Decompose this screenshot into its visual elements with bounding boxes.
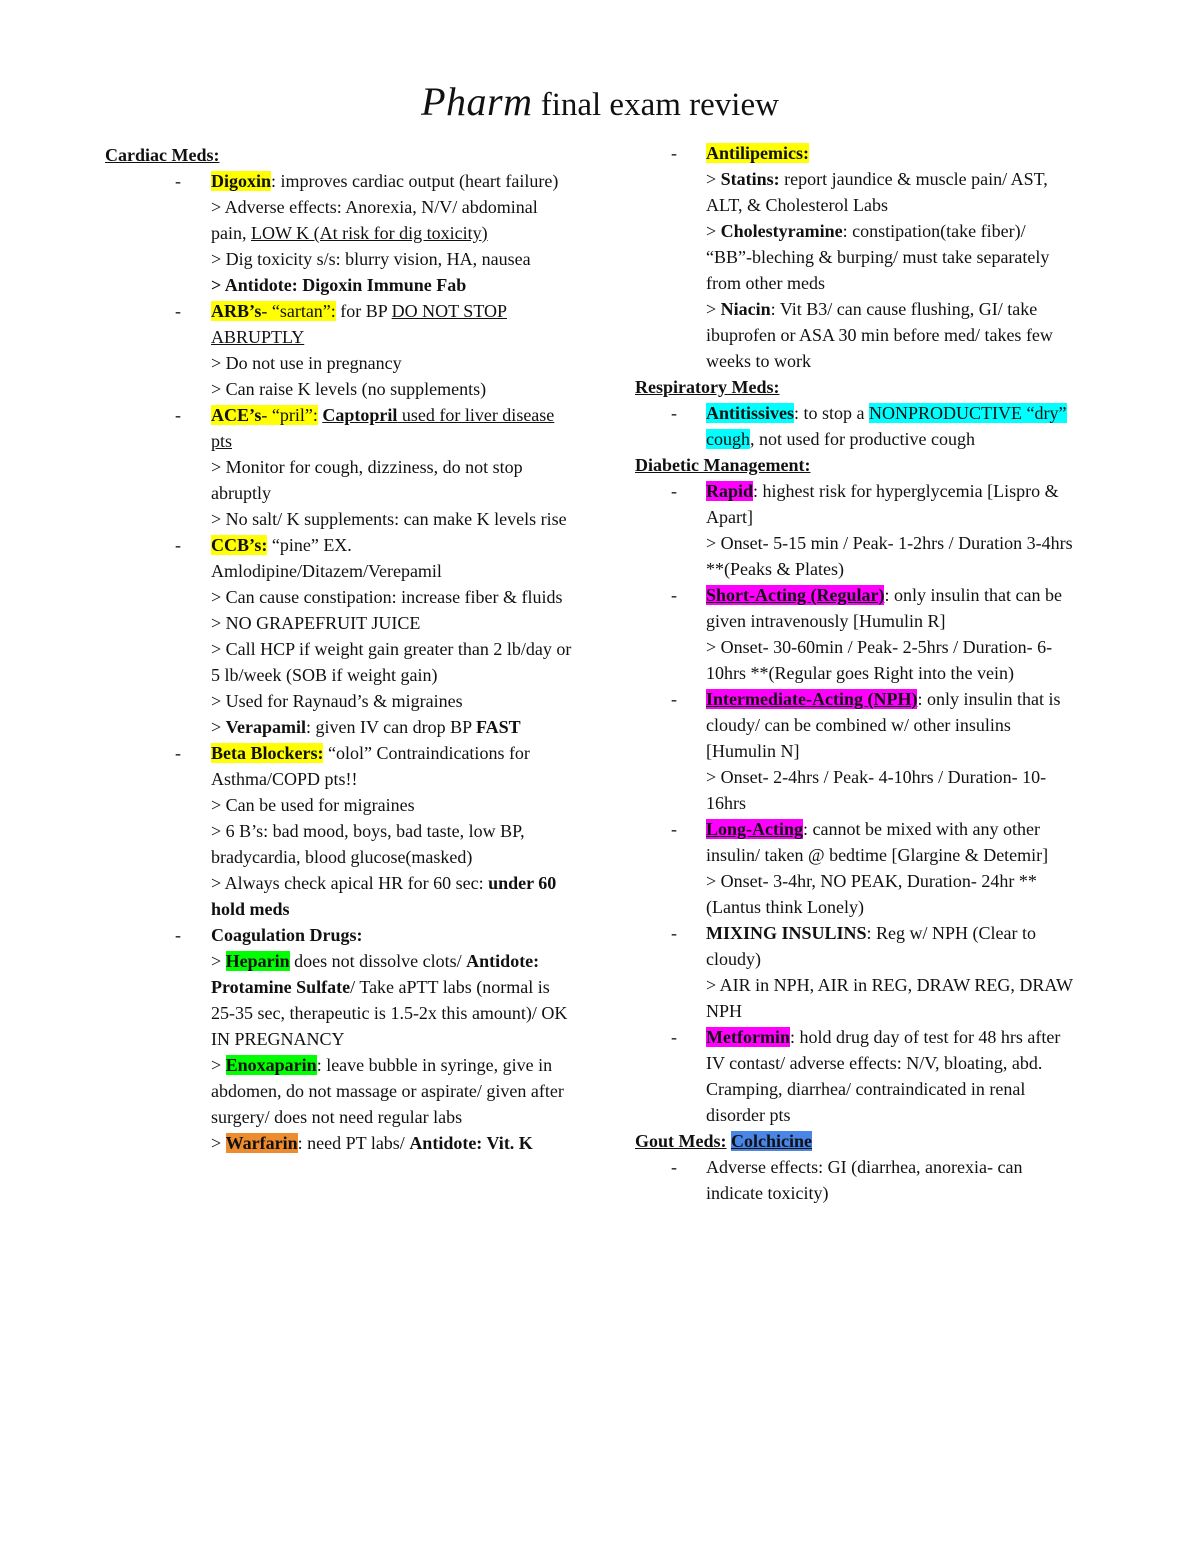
drug-ccb: CCB’s: [211, 535, 268, 555]
ace-desc [211, 402, 575, 454]
ccb-fast: FAST [475, 717, 521, 737]
bullet-dash: - [671, 1027, 677, 1047]
drug-beta-blockers: Beta Blockers: [211, 743, 324, 763]
beta-desc [211, 740, 575, 792]
ccb-line3: > Call HCP if weight gain greater than 2 lb/day or 5 lb/week (SOB if weight gain) [211, 639, 572, 685]
statins-gt: > [706, 169, 721, 189]
statins-text: report jaundice & muscle pain/ AST, ALT, & Cholesterol Labs [706, 169, 1048, 215]
drug-arb: ARB’s [211, 301, 262, 321]
drug-verapamil: Verapamil [225, 717, 306, 737]
drug-digoxin: Digoxin [211, 171, 272, 191]
short-text: : only insulin that can be given intravenously [Humulin R] [706, 585, 1062, 631]
drug-captopril: Captopril [322, 405, 398, 425]
arb-warning: DO NOT STOP ABRUPTLY [211, 301, 507, 347]
list-item-intermediate [635, 686, 1075, 816]
chol-gt: > [706, 221, 721, 241]
list-item-digoxin [105, 168, 575, 298]
beta-line3-text: > Always check apical HR for 60 sec: [211, 873, 489, 893]
digoxin-toxicity: > Dig toxicity s/s: blurry vision, HA, nausea [211, 249, 531, 269]
arb-text: for BP [335, 301, 392, 321]
niacin-gt: > [706, 299, 721, 319]
digoxin-adverse [211, 194, 575, 246]
drug-colchicine: Colchicine [731, 1131, 812, 1151]
warfarin-antidote: Antidote: Vit. K [409, 1133, 533, 1153]
bullet-dash: - [671, 819, 677, 839]
ccb-line5 [211, 714, 575, 740]
heparin-text: does not dissolve clots/ [289, 951, 467, 971]
title-rest: final exam review [532, 87, 779, 123]
long-onset: > Onset- 3-4hr, NO PEAK, Duration- 24hr **(Lantus think Lonely) [706, 871, 1037, 917]
heparin-rest: / Take aPTT labs (normal is 25-35 sec, therapeutic is 1.5-2x this amount)/ OK IN PREGNANCY [211, 977, 568, 1049]
drug-warfarin: Warfarin [225, 1133, 298, 1153]
rapid-onset: > Onset- 5-15 min / Peak- 1-2hrs / Duration 3-4hrs **(Peaks & Plates) [706, 533, 1073, 579]
drug-niacin: Niacin [720, 299, 771, 319]
list-item-beta-blockers [105, 740, 575, 922]
insulin-long-acting: Long-Acting [706, 819, 804, 839]
resp-text2: , not used for productive cough [750, 429, 975, 449]
beta-text: “olol” Contraindications for Asthma/COPD pts!! [211, 743, 530, 789]
list-item-short-acting [635, 582, 1075, 686]
gout-line: Adverse effects: GI (diarrhea, anorexia- can indicate toxicity) [706, 1157, 1023, 1203]
warfarin-text: : need PT labs/ [297, 1133, 410, 1153]
digoxin-text: : improves cardiac output (heart failure) [271, 171, 559, 191]
ccb-text: “pine” EX. Amlodipine/Ditazem/Verepamil [211, 535, 442, 581]
gout-heading [635, 1128, 1075, 1154]
bullet-dash: - [175, 925, 181, 945]
list-item-arb [105, 298, 575, 402]
drug-metformin: Metformin [706, 1027, 790, 1047]
bullet-dash: - [175, 743, 181, 763]
coag-gt: > [211, 951, 226, 971]
digoxin-low-k: LOW K (At risk for dig toxicity) [251, 223, 488, 243]
ace-line1: > Monitor for cough, dizziness, do not stop abruptly [211, 457, 523, 503]
enoxaparin-text: : leave bubble in syringe, give in abdomen, do not massage or aspirate/ given after surgery/ does not need regular labs [211, 1055, 564, 1127]
bullet-dash: - [671, 403, 677, 423]
ace-suffix: - “pril”: [261, 405, 318, 425]
niacin-text: : Vit B3/ can cause flushing, GI/ take ibuprofen or ASA 30 min before med/ takes few weeks to work [706, 299, 1053, 371]
bullet-dash: - [671, 923, 677, 943]
left-column [105, 142, 575, 1156]
arb-line2: > Can raise K levels (no supplements) [211, 379, 487, 399]
coag-enoxaparin: > Enoxaparin: leave bubble in syringe, give in abdomen, do not massage or aspirate/ given after surgery/ does not need regular labs [211, 1055, 564, 1127]
list-item-antitussives [635, 400, 1075, 452]
mixing-text: : Reg w/ NPH (Clear to cloudy) [706, 923, 1037, 969]
long-text: : cannot be mixed with any other insulin/ taken @ bedtime [Glargine & Detemir] [706, 819, 1049, 865]
bullet-dash: - [671, 689, 677, 709]
beta-line2: > 6 B’s: bad mood, boys, bad taste, low BP, bradycardia, blood glucose(masked) [211, 821, 525, 867]
mixing-line: > AIR in NPH, AIR in REG, DRAW REG, DRAW NPH [706, 975, 1073, 1021]
short-onset: > Onset- 30-60min / Peak- 2-5hrs / Duration- 6-10hrs **(Regular goes Right into the vein) [706, 637, 1053, 683]
ccb-gt: > [211, 717, 226, 737]
ace-text: used for liver disease pts [211, 405, 555, 451]
drug-enoxaparin: Enoxaparin [225, 1055, 317, 1075]
list-item-gout [635, 1154, 1075, 1206]
list-item-metformin [635, 1024, 1075, 1128]
drug-ace: ACE’s [211, 405, 262, 425]
digoxin-antidote: > Antidote: Digoxin Immune Fab [211, 275, 467, 295]
insulin-short-acting: Short-Acting (Regular) [706, 585, 885, 605]
cardiac-heading: Cardiac Meds: [105, 145, 220, 165]
bullet-dash: - [671, 1157, 677, 1177]
heparin-antidote: Antidote: Protamine Sulfate [211, 951, 540, 997]
bullet-dash: - [175, 171, 181, 191]
coag-warfarin: > Warfarin: need PT labs/ Antidote: Vit. K [211, 1133, 533, 1153]
drug-heparin: Heparin [225, 951, 290, 971]
antilipemics-niacin [706, 296, 1075, 374]
digoxin-adverse-text: > Adverse effects: Anorexia, N/V/ abdominal pain, [211, 197, 538, 243]
ccb-line4: > Used for Raynaud’s & migraines [211, 691, 463, 711]
bullet-dash: - [175, 405, 181, 425]
chol-text: : constipation(take fiber)/ “BB”-bleching & burping/ must take separately from other meds [706, 221, 1050, 293]
title-script: Pharm [421, 79, 533, 124]
antilipemics-cholestyramine [706, 218, 1075, 296]
gout-heading-text: Gout Meds: [635, 1131, 727, 1151]
bullet-dash: - [671, 143, 677, 163]
drug-statins: Statins: [720, 169, 780, 189]
ccb-line1: > Can cause constipation: increase fiber & fluids [211, 587, 563, 607]
right-column [635, 140, 1075, 1206]
bullet-dash: - [175, 535, 181, 555]
resp-highlight: NONPRODUCTIVE “dry” cough [706, 403, 1067, 449]
respiratory-heading: Respiratory Meds: [635, 377, 780, 397]
antilipemics-statins [706, 166, 1075, 218]
rapid-text: : highest risk for hyperglycemia [Lispro & Apart] [706, 481, 1059, 527]
ccb-line2: > NO GRAPEFRUIT JUICE [211, 613, 421, 633]
drug-antilipemics: Antilipemics: [706, 143, 809, 163]
coag-heparin [211, 948, 575, 1052]
inter-onset: > Onset- 2-4hrs / Peak- 4-10hrs / Duration- 10-16hrs [706, 767, 1047, 813]
bullet-dash: - [671, 585, 677, 605]
insulin-rapid: Rapid [706, 481, 754, 501]
beta-hold-meds: under 60 hold meds [211, 873, 557, 919]
list-item-long-acting [635, 816, 1075, 920]
coag-heading: Coagulation Drugs: [211, 925, 363, 945]
list-item-mixing [635, 920, 1075, 1024]
diabetic-heading: Diabetic Management: [635, 455, 811, 475]
bullet-dash: - [671, 481, 677, 501]
list-item-rapid [635, 478, 1075, 582]
list-item-ccb [105, 532, 575, 740]
ccb-verapamil-text: : given IV can drop BP [306, 717, 476, 737]
arb-desc [211, 298, 575, 350]
list-item-coagulation [105, 922, 575, 1156]
inter-text: : only insulin that is cloudy/ can be combined w/ other insulins [Humulin N] [706, 689, 1061, 761]
page-title [0, 78, 1200, 125]
list-item-ace [105, 402, 575, 532]
digoxin-desc [211, 168, 575, 194]
beta-line3 [211, 870, 575, 922]
mixing-insulins: MIXING INSULINS [706, 923, 867, 943]
arb-suffix: - “sartan”: [261, 301, 336, 321]
drug-antitissives: Antitissives [706, 403, 795, 423]
resp-text1: : to stop a [794, 403, 870, 423]
list-item-antilipemics [635, 140, 1075, 374]
beta-line1: > Can be used for migraines [211, 795, 415, 815]
drug-cholestyramine: Cholestyramine [720, 221, 843, 241]
bullet-dash: - [175, 301, 181, 321]
arb-line1: > Do not use in pregnancy [211, 353, 402, 373]
ace-line2: > No salt/ K supplements: can make K levels rise [211, 509, 567, 529]
insulin-intermediate: Intermediate-Acting (NPH) [706, 689, 918, 709]
metformin-text: : hold drug day of test for 48 hrs after IV contast/ adverse effects: N/V, bloating, abd. Cramping, diarrhea/ contraindicated in renal disorder pts [706, 1027, 1061, 1125]
ccb-desc [211, 532, 575, 584]
